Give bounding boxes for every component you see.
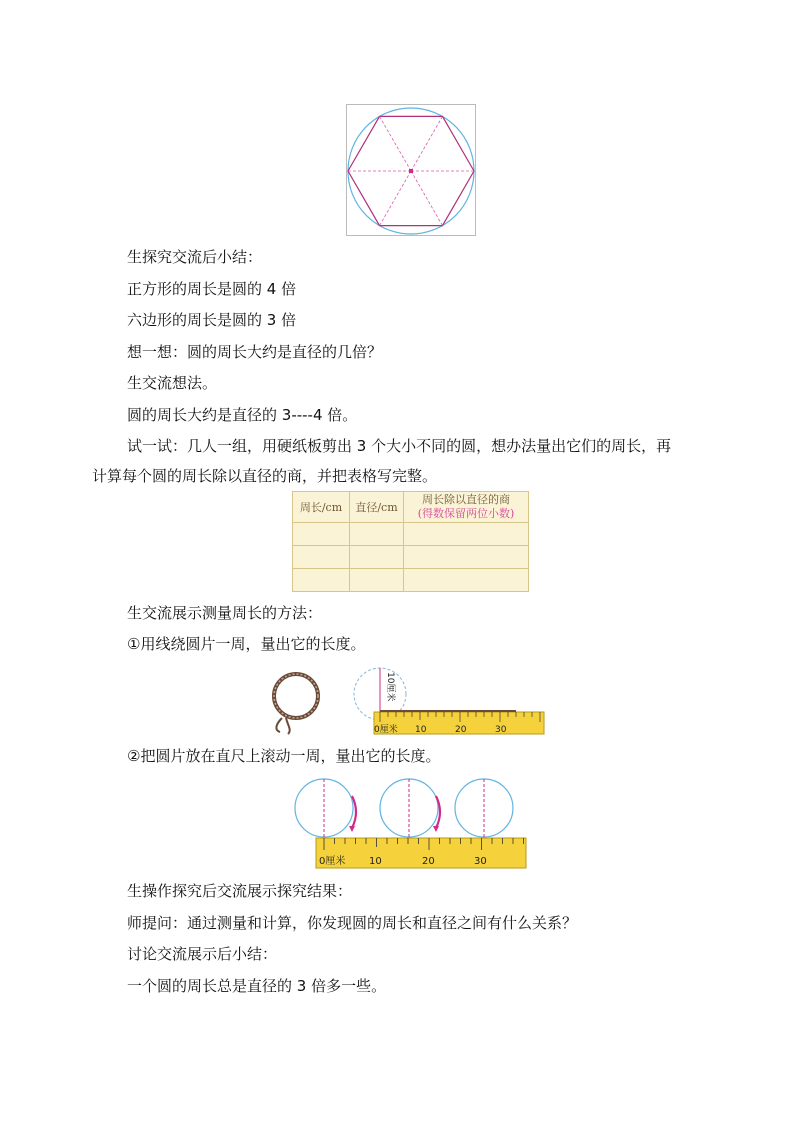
text-line: ②把圆片放在直尺上滚动一周，量出它的长度。: [127, 747, 441, 765]
table-header: 直径/cm: [350, 492, 404, 523]
text-line: 讨论交流展示后小结：: [127, 945, 278, 963]
table-header: [404, 492, 529, 523]
text-line: 一个圆的周长总是直径的 3 倍多一些。: [127, 977, 387, 995]
ruler-tick-label: 10: [415, 725, 427, 735]
text-line: 想一想：圆的周长大约是直径的几倍？: [127, 343, 383, 361]
text-line: 圆的周长大约是直径的 3----4 倍。: [127, 406, 358, 424]
text-line: 生操作探究后交流展示探究结果：: [127, 882, 353, 900]
ruler-2: [316, 838, 526, 868]
ruler-tick-label: 30: [474, 856, 487, 867]
table-row: [293, 569, 529, 592]
measurement-table: [292, 491, 529, 592]
table-header: 周长/cm: [293, 492, 350, 523]
text-line: ①用线绕圆片一周，量出它的长度。: [127, 635, 366, 653]
ruler-tick-label: 20: [422, 856, 435, 867]
diameter-label: 10厘米: [385, 672, 395, 702]
table-row: [293, 523, 529, 546]
ruler-start-label: 0厘米: [319, 856, 346, 867]
text-line: 生探究交流后小结：: [127, 248, 263, 266]
hexagon-in-circle-figure: [346, 104, 476, 236]
ruler-tick-label: 20: [455, 725, 467, 735]
ruler-start-label: 0厘米: [374, 725, 398, 735]
rope-circle-icon: [274, 674, 318, 734]
text-line: 计算每个圆的周长除以直径的商，并把表格写完整。: [92, 467, 438, 485]
text-line: 试一试：几人一组，用硬纸板剪出 3 个大小不同的圆，想办法量出它们的周长，再: [127, 437, 672, 455]
table-header-text: 周长除以直径的商: [422, 493, 510, 506]
text-line: 六边形的周长是圆的 3 倍: [127, 311, 297, 329]
ruler-tick-label: 10: [369, 856, 382, 867]
text-line: 生交流展示测量周长的方法：: [127, 604, 323, 622]
rolling-circle-figure: [294, 776, 530, 872]
ruler-tick-label: 30: [495, 725, 507, 735]
text-line: 师提问：通过测量和计算，你发现圆的周长和直径之间有什么关系？: [127, 914, 578, 932]
text-line: 生交流想法。: [127, 374, 218, 392]
table-header-note: (得数保留两位小数): [417, 507, 515, 520]
text-line: 正方形的周长是圆的 4 倍: [127, 280, 297, 298]
string-measure-figure: [268, 664, 548, 738]
table-row: [293, 546, 529, 569]
arrow-icon: [352, 796, 440, 828]
